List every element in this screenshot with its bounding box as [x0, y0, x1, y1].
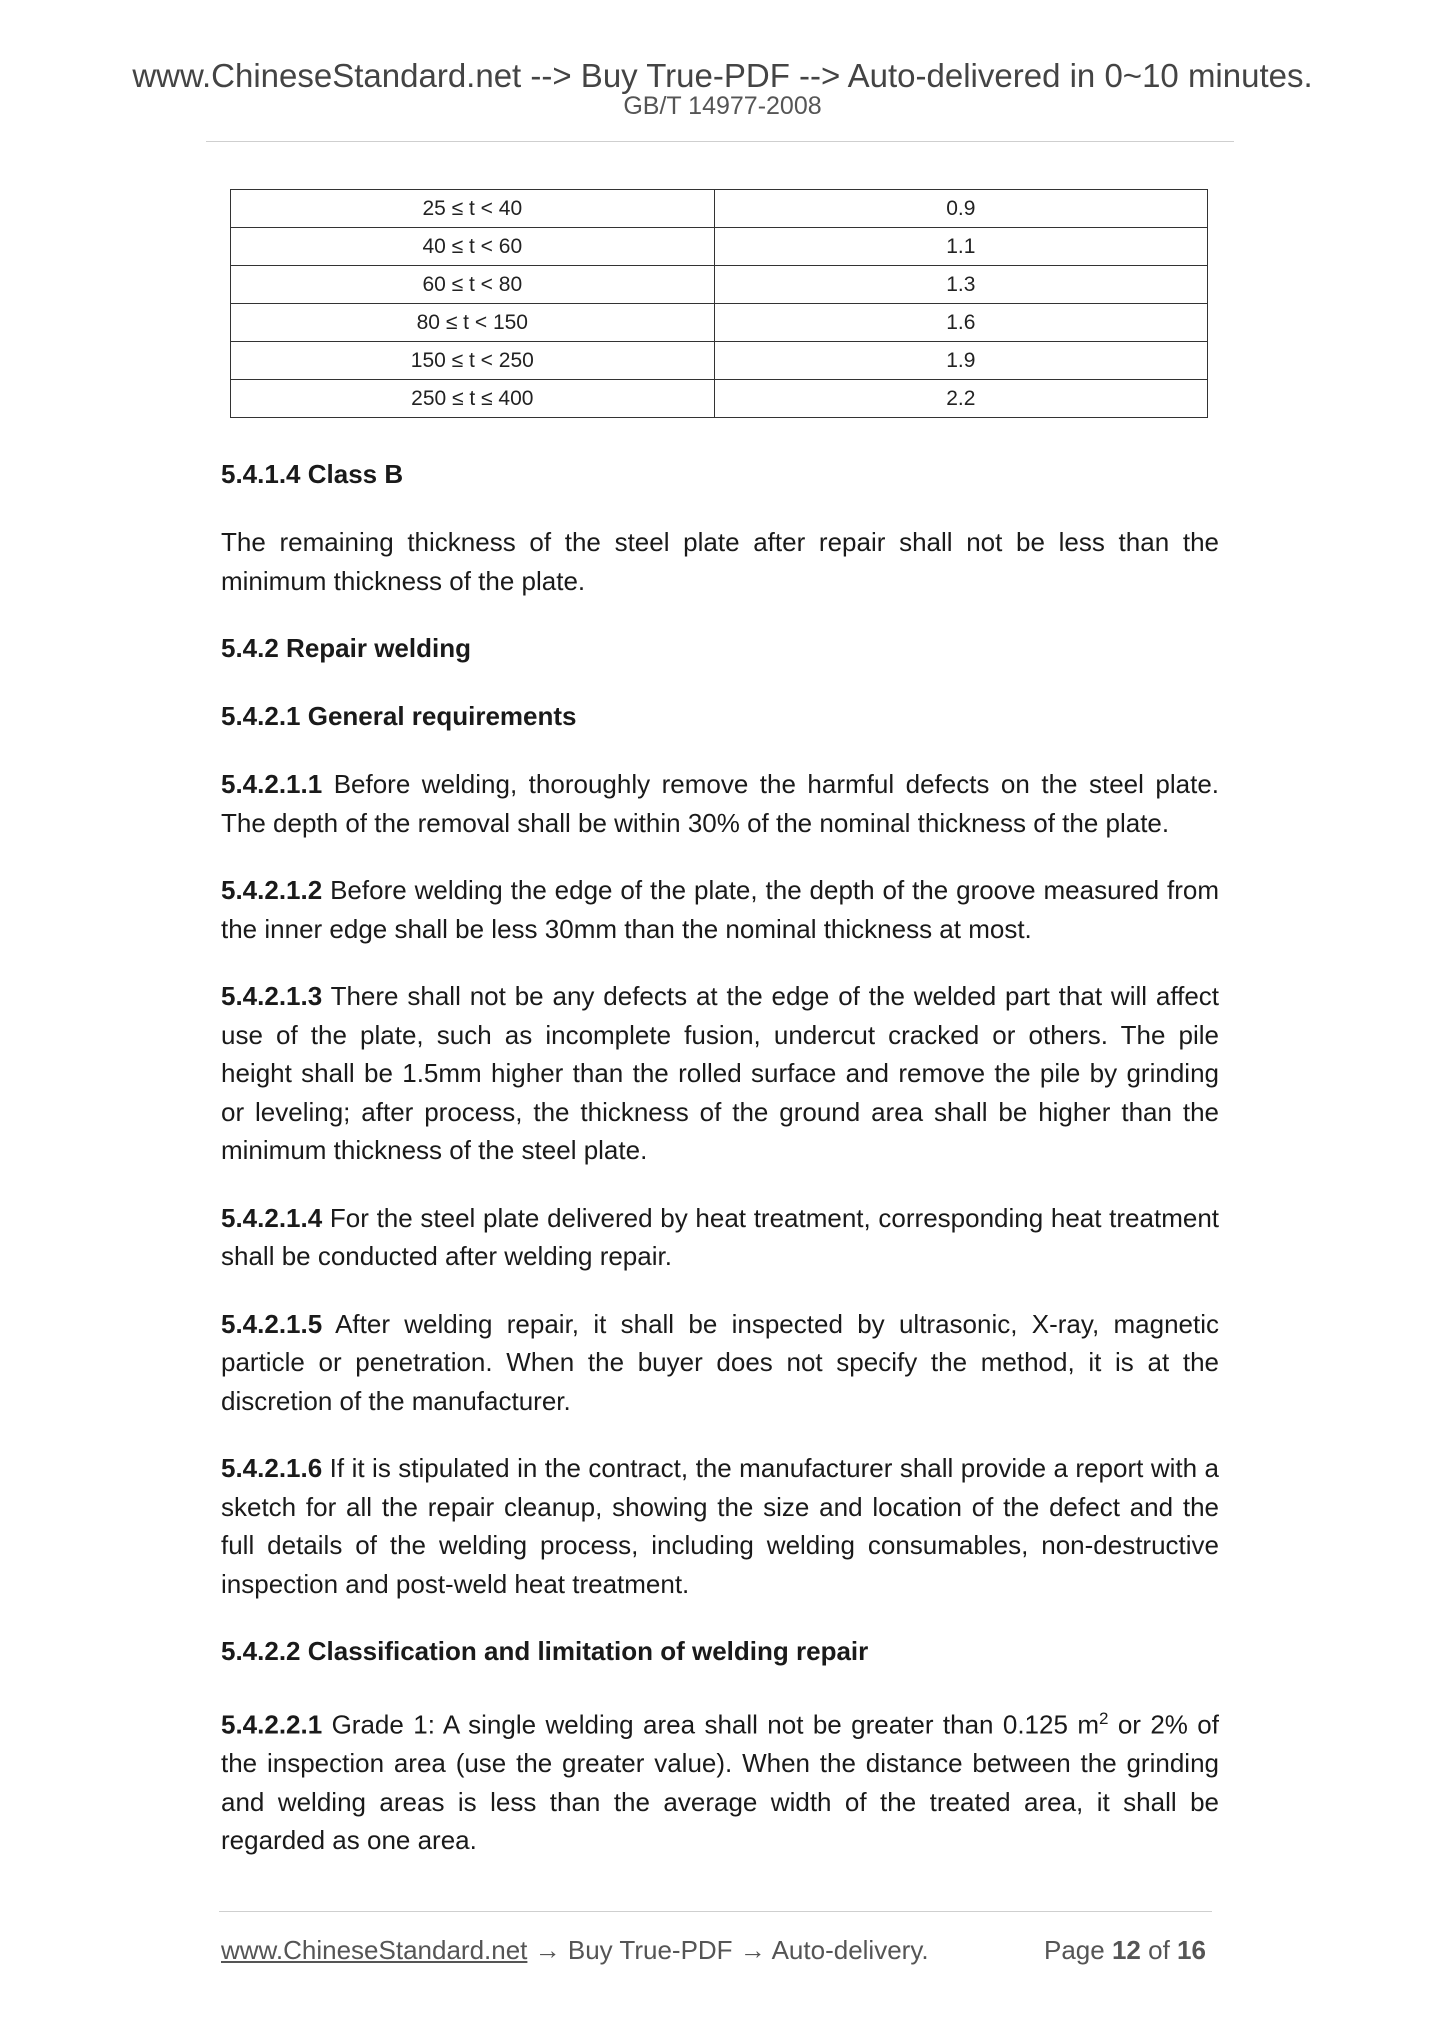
- clause-number: 5.4.2.1.4: [221, 1202, 323, 1233]
- table-row: [231, 228, 1208, 266]
- table-row: [231, 304, 1208, 342]
- footer-divider: [219, 1911, 1212, 1912]
- thickness-range-cell: 40 ≤ t < 60: [231, 228, 715, 266]
- document-body: [221, 455, 1219, 1889]
- page-total: 16: [1177, 1935, 1206, 1965]
- thickness-range-cell: 60 ≤ t < 80: [231, 266, 715, 304]
- table-row: [231, 266, 1208, 304]
- clause-text-continued: or 2% of the inspection area (use the greater value). When the distance between the grinding and welding areas is less than the average width of the treated area, it shall be regarded as one area.: [221, 1709, 1219, 1856]
- section-heading-5-4-2-2: 5.4.2.2 Classification and limitation of welding repair: [221, 1636, 869, 1666]
- section-heading-5-4-2-1: 5.4.2.1 General requirements: [221, 701, 577, 731]
- clause-text: There shall not be any defects at the edge of the welded part that will affect use of the plate, such as incomplete fusion, undercut cracked or others. The pile height shall be 1.5mm higher than the rolled surface and remove the pile by grinding or leveling; after process, the thickness of the ground area shall be higher than the minimum thickness of the steel plate.: [221, 981, 1219, 1165]
- thickness-range-cell: 80 ≤ t < 150: [231, 304, 715, 342]
- page-indicator: [1044, 1934, 1206, 1966]
- footer-site-link[interactable]: www.ChineseStandard.net: [221, 1935, 528, 1965]
- of-label: of: [1148, 1935, 1170, 1965]
- arrow-right-icon: →: [732, 1935, 772, 1965]
- paragraph-5-4-2-2-1: [221, 1700, 1219, 1860]
- value-cell: 1.3: [714, 266, 1207, 304]
- clause-number: 5.4.2.1.6: [221, 1453, 323, 1483]
- paragraph-5-4-2-1-6: [221, 1449, 1219, 1603]
- clause-number: 5.4.2.2.1: [221, 1709, 323, 1740]
- paragraph-5-4-2-1-5: [221, 1305, 1219, 1421]
- clause-text: If it is stipulated in the contract, the manufacturer shall provide a report with a sketch for all the repair cleanup, showing the size and location of the defect and the full details of the welding process, including welding consumables, non-destructive inspection and post-weld heat treatment.: [221, 1453, 1219, 1599]
- value-cell: 1.1: [714, 228, 1207, 266]
- value-cell: 1.6: [714, 304, 1207, 342]
- header-banner: www.ChineseStandard.net --> Buy True-PDF --> Auto-delivered in 0~10 minutes.: [132, 57, 1313, 94]
- footer-promo: [221, 1934, 929, 1966]
- value-cell: 0.9: [714, 190, 1207, 228]
- footer-delivery-text: Auto-delivery.: [771, 1935, 929, 1965]
- page-label: Page: [1044, 1935, 1105, 1965]
- clause-number: 5.4.2.1.1: [221, 769, 323, 799]
- clause-text: Before welding the edge of the plate, the depth of the groove measured from the inner edge shall be less 30mm than the nominal thickness at most.: [221, 875, 1219, 944]
- table-row: [231, 342, 1208, 380]
- header-divider: [206, 141, 1234, 142]
- clause-number: 5.4.2.1.3: [221, 981, 323, 1011]
- paragraph-5-4-2-1-2: [221, 871, 1219, 948]
- clause-number: 5.4.2.1.2: [221, 875, 323, 905]
- clause-text: Before welding, thoroughly remove the harmful defects on the steel plate. The depth of the removal shall be within 30% of the nominal thickness of the plate.: [221, 769, 1219, 838]
- section-heading-5-4-2: 5.4.2 Repair welding: [221, 633, 471, 663]
- page-current: 12: [1111, 1935, 1141, 1965]
- table-row: [231, 190, 1208, 228]
- table-row: [231, 380, 1208, 418]
- thickness-range-cell: 250 ≤ t ≤ 400: [231, 380, 715, 418]
- paragraph-5-4-2-1-4: [221, 1199, 1219, 1276]
- section-heading-5-4-1-4: 5.4.1.4 Class B: [221, 459, 404, 489]
- paragraph-5-4-2-1-1: [221, 765, 1219, 842]
- standard-code: GB/T 14977-2008: [623, 92, 822, 120]
- arrow-right-icon: →: [527, 1935, 568, 1965]
- clause-text: After welding repair, it shall be inspected by ultrasonic, X-ray, magnetic particle or penetration. When the buyer does not specify the method, it is at the discretion of the manufacturer.: [221, 1308, 1219, 1416]
- paragraph-5-4-2-1-3: [221, 977, 1219, 1170]
- clause-text: For the steel plate delivered by heat treatment, corresponding heat treatment shall be conducted after welding repair.: [221, 1202, 1219, 1271]
- footer-buy-text: Buy True-PDF: [567, 1935, 733, 1965]
- thickness-range-cell: 150 ≤ t < 250: [231, 342, 715, 380]
- clause-text: Grade 1: A single welding area shall not be greater than 0.125 m: [322, 1709, 1099, 1740]
- thickness-table: [230, 189, 1208, 418]
- thickness-range-cell: 25 ≤ t < 40: [231, 190, 715, 228]
- paragraph-5-4-1-4: The remaining thickness of the steel plate after repair shall not be less than the minimum thickness of the plate.: [221, 527, 1219, 596]
- clause-number: 5.4.2.1.5: [221, 1308, 323, 1339]
- superscript: 2: [1098, 1709, 1109, 1728]
- value-cell: 1.9: [714, 342, 1207, 380]
- value-cell: 2.2: [714, 380, 1207, 418]
